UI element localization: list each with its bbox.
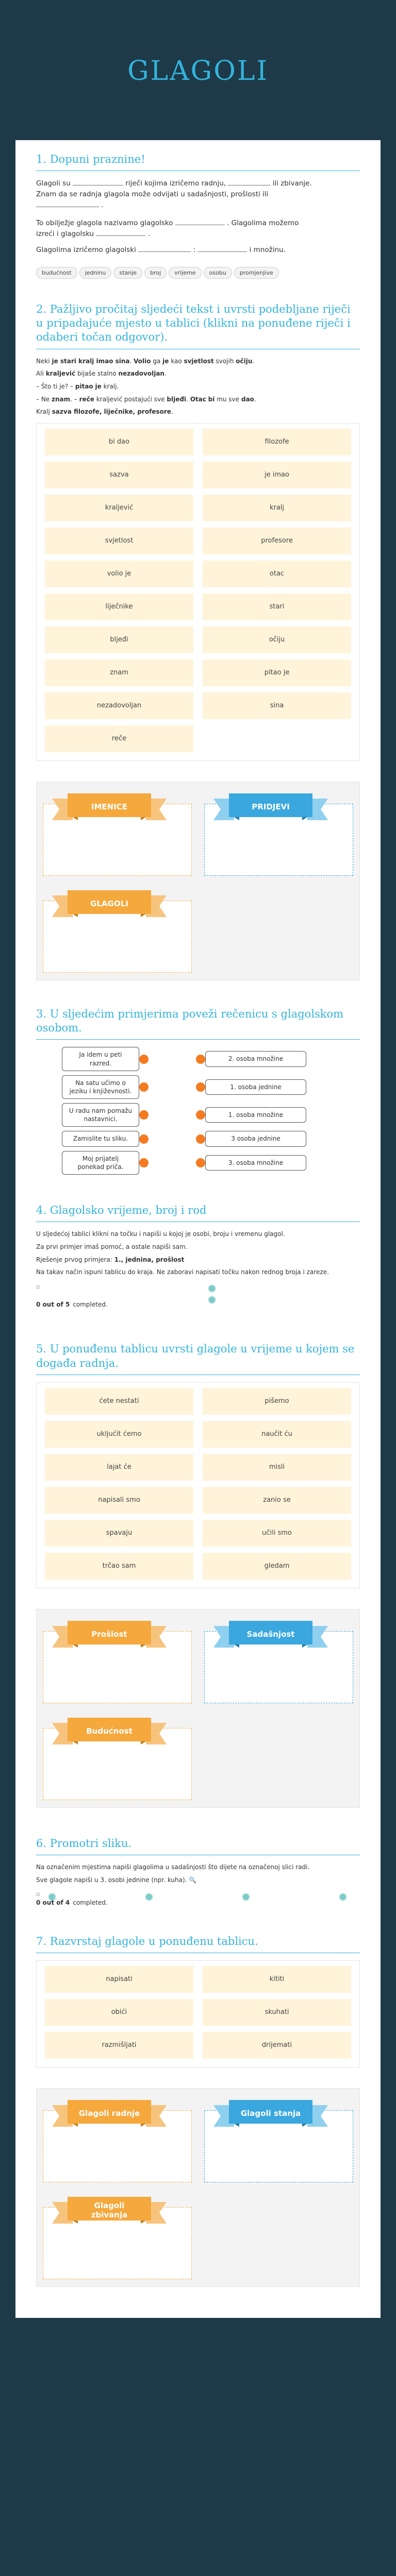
t: ga <box>151 357 163 365</box>
text: Znam da se radnja glagola može odvijati u sadašnjosti, prošlosti ili <box>36 190 269 199</box>
category-label: Glagoli zbivanja <box>91 2201 128 2220</box>
word-chip[interactable]: broj <box>144 267 167 279</box>
t: očiju <box>236 357 253 365</box>
word-card[interactable]: kraljević <box>45 495 193 521</box>
fill-line-1 <box>36 178 360 211</box>
connector-dot[interactable] <box>196 1082 205 1092</box>
connector-dot[interactable] <box>196 1134 205 1144</box>
progress-count: 0 out of 5 <box>36 1300 70 1308</box>
category-board <box>36 1609 360 1808</box>
t: mu sve <box>214 395 241 403</box>
sentence-box: Ja idem u peti razred. <box>62 1047 139 1071</box>
t: svojih <box>213 357 236 365</box>
word-card[interactable]: obići <box>45 1999 193 2026</box>
blank-input[interactable] <box>138 245 191 252</box>
word-card[interactable]: gledam <box>203 1553 351 1580</box>
category-sadasnjost <box>204 1619 353 1703</box>
instruction <box>36 1255 360 1265</box>
word-chip[interactable]: jedninu <box>79 267 112 279</box>
t: znam <box>52 395 71 403</box>
worksheet-card <box>15 140 381 2318</box>
t: sazva filozofe, liječnike, profesore <box>52 408 171 416</box>
person-box: 2. osoba množine <box>205 1051 306 1066</box>
word-bank <box>36 1960 360 2067</box>
connector-dot[interactable] <box>139 1082 148 1092</box>
person-box: 3. osoba množine <box>205 1155 306 1171</box>
t: bljeđi <box>167 395 187 403</box>
category-buducnost <box>43 1716 192 1800</box>
section-3 <box>36 1007 360 1175</box>
broken-image-icon: ▫ <box>36 1891 40 1898</box>
t: svjetlost <box>184 357 214 365</box>
ribbon-banner <box>213 2098 328 2129</box>
section-2 <box>36 302 360 980</box>
t: je <box>95 382 102 390</box>
word-card[interactable]: skuhati <box>203 1999 351 2026</box>
word-card[interactable]: svjetlost <box>45 528 193 554</box>
person-box: 3 osoba jednine <box>205 1131 306 1146</box>
word-card[interactable]: je imao <box>203 462 351 488</box>
text: . <box>147 229 150 238</box>
fill-line-3 <box>36 245 360 256</box>
word-card[interactable]: razmišljati <box>45 2032 193 2059</box>
progress-status <box>36 1300 360 1310</box>
word-card[interactable]: sazva <box>45 462 193 488</box>
category-imenice <box>43 791 192 876</box>
match-row <box>36 1131 360 1146</box>
broken-image-icon: ▫ <box>36 1283 40 1290</box>
t: – Ne <box>36 395 52 403</box>
word-chip[interactable]: promjenjive <box>234 267 279 279</box>
blank-input[interactable] <box>228 178 270 185</box>
word-card[interactable]: sina <box>203 692 351 719</box>
section-4-heading: 4. Glagolsko vrijeme, broj i rod <box>36 1204 207 1217</box>
word-card[interactable]: filozofe <box>203 429 351 455</box>
ribbon-banner <box>52 1716 167 1747</box>
connector-dot[interactable] <box>196 1158 205 1167</box>
word-chips <box>36 267 360 279</box>
hotspot-dot[interactable] <box>339 1893 347 1901</box>
sentence-box: U radu nam pomažu nastavnici. <box>62 1103 139 1127</box>
t: kraljević postajući sve <box>94 395 167 403</box>
story-line: Ali kraljević bijaše stalno nezadovoljan. <box>36 370 167 378</box>
t: nezadovoljan <box>118 370 164 378</box>
word-card[interactable]: naučit ću <box>203 1421 351 1448</box>
word-chip[interactable]: vrijeme <box>169 267 201 279</box>
story-line: Kralj sazva filozofe, liječnike, profesore. <box>36 408 173 416</box>
t: Ali <box>36 370 46 378</box>
connector-dot[interactable] <box>139 1055 148 1064</box>
connector-dot[interactable] <box>196 1055 205 1064</box>
category-glagoli-radnje <box>43 2098 192 2182</box>
word-card[interactable]: nezadovoljan <box>45 692 193 719</box>
page-header <box>0 0 396 140</box>
t: . – <box>70 395 79 403</box>
word-chip[interactable]: osobu <box>204 267 232 279</box>
category-glagoli-stanja <box>204 2098 353 2182</box>
blank-input[interactable] <box>175 218 225 225</box>
word-card[interactable]: lajat će <box>45 1454 193 1481</box>
category-label: Sadašnjost <box>246 1629 295 1639</box>
progress-suffix: completed. <box>73 1300 108 1308</box>
word-card[interactable]: pišemo <box>203 1388 351 1415</box>
t: kralj. <box>101 382 119 390</box>
word-card[interactable]: napisati <box>45 1966 193 1993</box>
word-card[interactable]: otac <box>203 561 351 587</box>
word-card[interactable]: ćete nestati <box>45 1388 193 1415</box>
ribbon-banner <box>213 1619 328 1650</box>
instruction: Na takav način ispuni tablicu do kraja. Ne zaboravi napisati točku nakon rednog broja i zareze. <box>36 1268 329 1276</box>
t: dao <box>241 395 254 403</box>
section-7-heading: 7. Razvrstaj glagole u ponuđenu tablicu. <box>36 1935 258 1947</box>
blank-input[interactable] <box>36 200 99 207</box>
section-5 <box>36 1342 360 1808</box>
match-row <box>36 1075 360 1099</box>
category-proslost <box>43 1619 192 1703</box>
word-card[interactable]: drijemati <box>203 2032 351 2059</box>
sentence-box: Zamislite tu sliku. <box>62 1131 139 1146</box>
text: . <box>101 201 104 210</box>
word-card[interactable]: bljeđi <box>45 626 193 653</box>
category-board <box>36 2088 360 2287</box>
page-title: GLAGOLI <box>127 56 269 87</box>
section-1 <box>36 152 360 279</box>
hotspot-dot[interactable] <box>208 1284 216 1293</box>
word-card[interactable]: profesore <box>203 528 351 554</box>
text: zbivanje. <box>280 179 312 188</box>
t: Volio <box>134 357 151 365</box>
hotspot-dot[interactable] <box>145 1893 153 1901</box>
connector-dot[interactable] <box>139 1110 148 1120</box>
word-card[interactable]: napisali smo <box>45 1487 193 1514</box>
hotspot-dot[interactable] <box>242 1893 250 1901</box>
blank-input[interactable] <box>73 178 123 185</box>
category-label: GLAGOLI <box>90 899 128 908</box>
word-bank <box>36 423 360 761</box>
t: Neki <box>36 357 52 365</box>
ribbon-banner <box>52 888 167 919</box>
match-row <box>36 1103 360 1127</box>
section-6-heading: 6. Promotri sliku. <box>36 1837 132 1850</box>
t: je <box>162 357 169 365</box>
text: : <box>193 245 196 254</box>
word-card[interactable]: kititi <box>203 1966 351 1993</box>
text: To obilježje glagola nazivamo glagolsko <box>36 219 173 228</box>
text: . Glagolima možemo <box>227 219 299 228</box>
t: kraljević <box>45 370 76 378</box>
category-glagoli-zbivanja <box>43 2195 192 2279</box>
text: izreći i glagolsku <box>36 229 94 238</box>
word-card[interactable]: bi dao <box>45 429 193 455</box>
t: pitao <box>75 382 93 390</box>
t: 1., jednina, prošlost <box>114 1256 185 1263</box>
fill-line-2 <box>36 218 360 240</box>
t: Otac <box>190 395 206 403</box>
t: . <box>186 395 190 403</box>
t: Kralj <box>36 408 52 416</box>
word-card[interactable]: reče <box>45 725 193 752</box>
person-box: 1. osoba jednine <box>205 1079 306 1095</box>
connector-dot[interactable] <box>196 1110 205 1120</box>
t: Rješenje prvog primjera: <box>36 1256 114 1263</box>
text: ili <box>272 179 278 188</box>
section-4 <box>36 1204 360 1309</box>
word-card[interactable]: znam <box>45 659 193 686</box>
ribbon-banner <box>213 791 328 822</box>
t: je stari kralj imao sina <box>52 357 130 365</box>
connector-dot[interactable] <box>139 1134 148 1144</box>
hotspots <box>208 1284 216 1304</box>
category-label: Budućnost <box>86 1726 133 1736</box>
story-line: Neki je stari kralj imao sina. Volio ga je kao svjetlost svojih očiju. <box>36 357 255 365</box>
story-line <box>36 382 360 392</box>
category-label: PRIDJEVI <box>252 802 290 811</box>
word-card[interactable]: pitao je <box>203 659 351 686</box>
category-glagoli <box>43 888 192 973</box>
section-1-heading: 1. Dopuni praznine! <box>36 153 145 165</box>
t: . <box>129 357 134 365</box>
word-chip[interactable]: budućnost <box>36 267 77 279</box>
ribbon-banner <box>52 2098 167 2129</box>
t: bijaše stalno <box>75 370 119 378</box>
word-card[interactable]: volio je <box>45 561 193 587</box>
instruction: Sve glagole napiši u 3. osobi jednine (npr. kuha). 🔍 <box>36 1876 197 1884</box>
word-card[interactable]: ukljućit ćemo <box>45 1421 193 1448</box>
text: riječi kojima izričemo radnju, <box>125 179 226 188</box>
progress-count: 0 out of 4 <box>36 1899 70 1907</box>
category-label: Glagoli radnje <box>78 2109 140 2119</box>
word-card[interactable]: očiju <box>203 626 351 653</box>
connector-dot[interactable] <box>139 1158 148 1167</box>
word-card[interactable]: trčao sam <box>45 1553 193 1580</box>
hotspot-dot[interactable] <box>208 1296 216 1304</box>
category-label: Glagoli stanja <box>240 2109 301 2119</box>
t: reče <box>79 395 94 403</box>
progress-suffix: completed. <box>73 1899 108 1907</box>
word-card[interactable]: spavaju <box>45 1520 193 1547</box>
ribbon-banner <box>52 2195 167 2226</box>
instruction: Na označenim mjestima napiši glagolima u sadašnjosti što dijete na označenoj slici radi. <box>36 1863 310 1871</box>
section-2-heading: 2. Pažljivo pročitaj sljedeći tekst i uvrsti podebljane riječi u pripadajuće mjesto u tablici (klikni na ponuđene riječi i odaberi točan odgovor). <box>36 302 351 344</box>
category-pridjevi <box>204 791 353 876</box>
section-7 <box>36 1935 360 2287</box>
word-card[interactable]: kralj <box>203 495 351 521</box>
word-card[interactable]: misli <box>203 1454 351 1481</box>
t: – Što ti je? – <box>36 382 75 390</box>
blank-input[interactable] <box>197 245 247 252</box>
section-6 <box>36 1837 360 1908</box>
instruction: Za prvi primjer imaš pomoć, a ostale napiši sam. <box>36 1243 188 1250</box>
section-3-heading: 3. U sljedećim primjerima poveži rečenicu s glagolskom osobom. <box>36 1007 344 1035</box>
word-card[interactable]: stari <box>203 594 351 620</box>
word-card[interactable]: liječnike <box>45 594 193 620</box>
blank-input[interactable] <box>96 229 145 236</box>
match-row <box>36 1047 360 1071</box>
instruction: U sljedećoj tablici klikni na točku i napiši u kojoj je osobi, broju i vremenu glagol. <box>36 1230 285 1238</box>
text: Glagoli su <box>36 179 71 188</box>
word-chip[interactable]: stanje <box>113 267 142 279</box>
category-label: IMENICE <box>91 802 128 811</box>
text: i množinu. <box>249 245 286 254</box>
ribbon-banner <box>52 791 167 822</box>
sentence-box: Moj prijatelj ponekad priča. <box>62 1151 139 1175</box>
word-bank <box>36 1382 360 1588</box>
t: bi <box>208 395 215 403</box>
word-card[interactable]: zanio se <box>203 1487 351 1514</box>
section-5-heading: 5. U ponuđenu tablicu uvrsti glagole u vrijeme u kojem se događa radnja. <box>36 1343 355 1369</box>
divider <box>36 1039 360 1040</box>
word-card[interactable]: učili smo <box>203 1520 351 1547</box>
text: Glagolima izričemo glagolski <box>36 245 136 254</box>
ribbon-banner <box>52 1619 167 1650</box>
sentence-box: Na satu učimo o jeziku i književnosti. <box>62 1075 139 1099</box>
story-line: – Ne znam. – reče kraljević postajući sve bljeđi. Otac bi mu sve dao. <box>36 395 256 403</box>
match-row <box>36 1151 360 1175</box>
t: kao <box>169 357 184 365</box>
category-board <box>36 782 360 980</box>
person-box: 1. osoba množine <box>205 1107 306 1123</box>
category-label: Prošlost <box>91 1629 127 1639</box>
